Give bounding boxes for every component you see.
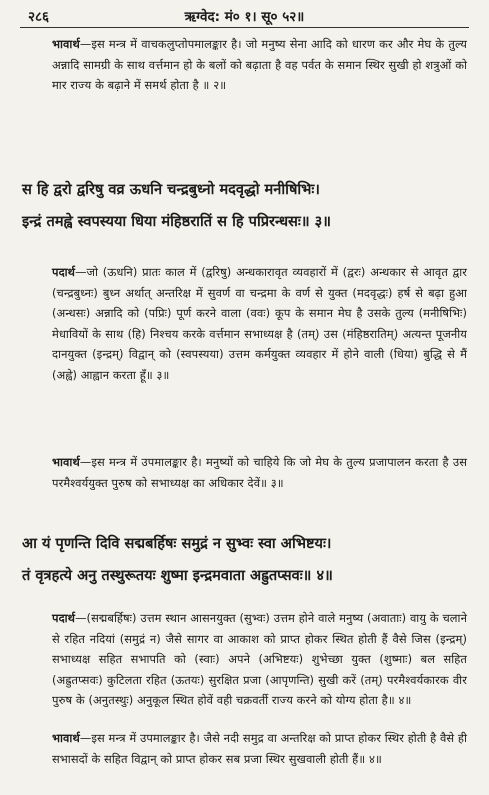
section-label: भावार्थ [52, 731, 80, 745]
section-label: पदार्थ [52, 611, 76, 625]
section-text: —इस मन्त्र में वाचकलुप्तोपमालङ्कार है। जो मनुष्य सेना आदि को धारण कर और मेघ के तुल्य अन्नादि सामग्री के साथ वर्त्तमान हो के बलों को बढ़ाता है वह पर्वत के समान स्थिर सुखी हो शत्रुओं को मार राज्य के बढ़ाने में समर्थ होता है ॥ २॥ [52, 37, 467, 92]
section-text: —जो (ऊधनि) प्रातः काल में (द्वरिषु) अन्धकारावृत व्यवहारों में (द्वरः) अन्धकार से आवृत द्वार (चन्द्रबुध्नः) बुध्न अर्थात् अन्तरिक्ष में सुवर्ण वा चन्द्रमा के वर्ण से युक्त (मदवृद्धः) हर्ष से बढ़ा हुआ (अन्धसः) अन्नादि को (पप्रिः) पूर्ण करने वाला (ववः) कूप के समान मेघ है उसके तुल्य (मनीषिभिः) मेधावियों के साथ (हि) निश्चय करके वर्त्तमान सभाध्यक्ष है (तम्) उस (मंहिष्ठरातिम्) अत्यन्त पूजनीय दानयुक्त (इन्द्रम्) विद्वान् को (स्वपस्यया) उत्तम कर्मयुक्त व्यवहार में होने वाली (धिया) बुद्धि से मैं (अह्वे) आह्वान करता हूँ॥ ३॥ [52, 265, 467, 382]
mantra-line: स हि द्वरो द्वरिषु वव्र ऊधनि चन्द्रबुध्नो मदवृद्धो मनीषिभिः। [22, 181, 320, 198]
section-text: —इस मन्त्र में उपमालङ्कार है। मनुष्यों को चाहिये कि जो मेघ के तुल्य प्रजापालन करता है उस परमैश्वर्ययुक्त पुरुष को सभाध्यक्ष का अधिकार देवें॥ ३॥ [52, 455, 467, 490]
padartha-3 [24, 262, 467, 385]
mantra-line: इन्द्रं तमह्वे स्वपस्यया धिया मंहिष्ठरातिं स हि पप्रिरन्धसः॥ ३॥ [22, 213, 332, 230]
header-rule [20, 27, 469, 28]
section-label: पदार्थ [52, 265, 76, 279]
section-label: भावार्थ [52, 455, 80, 469]
mantra-line: आ यं पृणन्ति दिवि सद्मबर्हिषः समुद्रं न सुभ्वः स्वा अभिष्टयः। [22, 535, 332, 552]
page-number: २८६ [28, 9, 50, 25]
padartha-4 [24, 608, 467, 711]
bhavartha-3 [24, 452, 467, 493]
section-text: —इस मन्त्र में उपमालङ्कार है। जैसे नदी समुद्र वा अन्तरिक्ष को प्राप्त होकर स्थिर होती है वैसे ही सभासदों के सहित विद्वान् को प्राप्त होकर सब प्रजा स्थिर सुखवाली होती हैं॥ ४॥ [52, 731, 468, 766]
mantra-4 [22, 528, 475, 592]
bhavartha-2 [24, 34, 467, 96]
mantra-3 [22, 174, 475, 238]
mantra-line: तं वृत्रहत्ये अनु तस्थुरूतयः शुष्मा इन्द्रमवाता अह्रुतप्सवः॥ ४॥ [22, 567, 333, 584]
section-label: भावार्थ [52, 37, 80, 51]
bhavartha-4 [24, 728, 467, 769]
section-text: —(सद्मबर्हिषः) उत्तम स्थान आसनयुक्त (सुभ्वः) उत्तम होने वाले मनुष्य (अवाताः) वायु के चलाने से रहित नदियां (समुद्रं न) जैसे सागर वा आकाश को प्राप्त होकर स्थित होती हैं वैसे जिस (इन्द्रम्) सभाध्यक्ष सहित सभापति को (स्वाः) अपने (अभिष्टयः) शुभेच्छा युक्त (शुष्माः) बल सहित (अह्रुतप्सवः) कुटिलता रहित (ऊतयः) सुरक्षित प्रजा (आपृणन्ति) सुखी करें (तम्) परमैश्वर्यकारक वीर पुरुष के (अनुतस्थुः) अनुकूल स्थित होवें वही चक्रवर्ती राज्य करने को योग्य होता है॥ ४॥ [52, 611, 467, 707]
running-title: ऋग्वेद: मं० १। सू० ५२॥ [184, 9, 305, 25]
page-header [20, 5, 469, 25]
